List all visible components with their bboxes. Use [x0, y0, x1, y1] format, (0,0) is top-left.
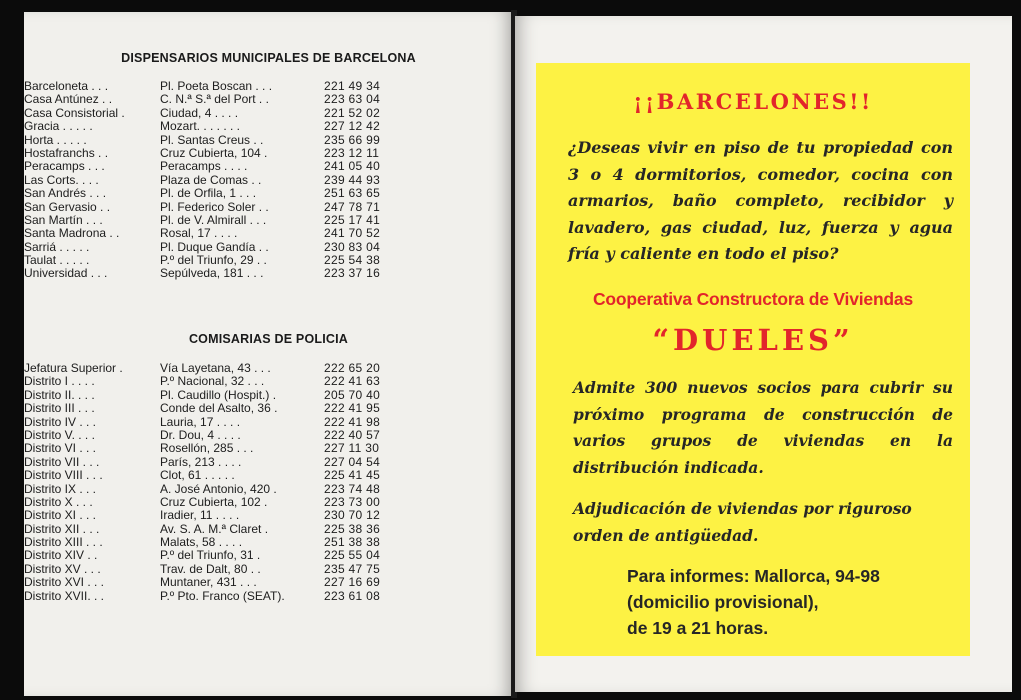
ad-info-line: (domicilio provisional),: [627, 592, 819, 612]
entry-name: San Andrés . . .: [24, 186, 107, 201]
entry-name: Universidad . . .: [24, 266, 108, 281]
left-page: [24, 12, 513, 696]
entry-name: Distrito XVII. . .: [24, 588, 105, 603]
table-row: [24, 160, 513, 173]
entry-address: Av. S. A. M.ª Claret .: [160, 521, 269, 536]
table-row: [24, 147, 513, 160]
entry-address: Cruz Cubierta, 102 .: [160, 494, 268, 509]
entry-name: Distrito XI . . .: [24, 508, 97, 523]
entry-phone: 235 66 99: [324, 132, 381, 147]
table-row: [24, 227, 513, 240]
entry-name: Distrito XII . . .: [24, 521, 100, 536]
entry-name: Distrito II. . . .: [24, 387, 95, 402]
table-row: [24, 241, 513, 254]
ad-adjudicacion-text: Adjudicación de viviendas por riguroso orden de antigüedad.: [573, 499, 912, 545]
entry-address: Cruz Cubierta, 104 .: [160, 145, 268, 160]
entry-address: Trav. de Dalt, 80 . .: [160, 561, 261, 576]
table-row: [24, 107, 513, 120]
entry-address: Mozart. . . . . . .: [160, 119, 241, 134]
entry-name: Distrito XVI . . .: [24, 575, 105, 590]
entry-name: Distrito XIII . . .: [24, 535, 103, 550]
entry-name: Gracia . . . . .: [24, 119, 93, 134]
entry-name: Santa Madrona . .: [24, 226, 120, 241]
entry-name: Horta . . . . .: [24, 132, 87, 147]
entry-name: San Martín . . .: [24, 212, 103, 227]
entry-name: Distrito VI . . .: [24, 441, 97, 456]
entry-phone: 223 12 11: [324, 145, 380, 160]
table-row: [24, 402, 513, 415]
entry-phone: 222 41 95: [324, 401, 381, 416]
table-row: [24, 214, 513, 227]
entry-address: C. N.ª S.ª del Port . .: [160, 92, 269, 107]
table-row: [24, 93, 513, 106]
entry-address: Clot, 61 . . . . .: [160, 468, 235, 483]
entry-phone: 225 38 36: [324, 521, 381, 536]
table-row: [24, 523, 513, 536]
entry-phone: 251 63 65: [324, 186, 381, 201]
entry-phone: 222 40 57: [324, 427, 381, 442]
entry-address: Pl. de V. Almirall . . .: [160, 212, 267, 227]
entry-phone: 230 70 12: [324, 508, 381, 523]
entry-phone: 225 17 41: [324, 212, 381, 227]
table-row: [24, 549, 513, 562]
table-row: [24, 120, 513, 133]
entry-phone: 223 73 00: [324, 494, 381, 509]
entry-name: Distrito IV . . .: [24, 414, 97, 429]
entry-phone: 247 78 71: [324, 199, 381, 214]
entry-phone: 222 65 20: [324, 361, 381, 375]
entry-address: Pl. Santas Creus . .: [160, 132, 264, 147]
dispensarios-title: DISPENSARIOS MUNICIPALES DE BARCELONA: [121, 51, 416, 65]
comisarias-title: COMISARIAS DE POLICIA: [188, 332, 349, 346]
table-row: [24, 429, 513, 442]
entry-name: Distrito XV . . .: [24, 561, 101, 576]
table-row: [24, 509, 513, 522]
entry-address: París, 213 . . . .: [160, 454, 242, 469]
entry-name: Distrito III . . .: [24, 401, 95, 416]
entry-address: P.º Nacional, 32 . . .: [160, 374, 265, 389]
entry-address: Rosellón, 285 . . .: [160, 441, 254, 456]
ad-cooperative-name: “DUELES”: [652, 323, 854, 357]
entry-phone: 223 37 16: [324, 266, 381, 281]
table-row: [24, 375, 513, 388]
dispensarios-list: [24, 80, 513, 281]
entry-name: Distrito IX . . .: [24, 481, 97, 496]
entry-address: Vía Layetana, 43 . . .: [160, 361, 271, 375]
entry-name: Las Corts. . . .: [24, 172, 99, 187]
entry-address: Plaza de Comas . .: [160, 172, 262, 187]
table-row: [24, 469, 513, 482]
entry-address: A. José Antonio, 420 .: [160, 481, 277, 496]
entry-phone: 235 47 75: [324, 561, 381, 576]
entry-address: Rosal, 17 . . . .: [160, 226, 238, 241]
entry-name: Jefatura Superior .: [24, 361, 123, 375]
ad-question: ¿Deseas vivir en piso de tu propiedad con 3 o 4 dormitorios, comedor, cocina con armarios, baño completo, recibidor y lavadero, gas ciudad, luz, fuerza y agua fría y caliente en todo el piso?: [568, 138, 953, 263]
entry-name: Distrito VII . . .: [24, 454, 100, 469]
table-row: [24, 187, 513, 200]
entry-phone: 251 38 38: [324, 535, 381, 550]
entry-phone: 223 74 48: [324, 481, 381, 496]
entry-address: Pl. Federico Soler . .: [160, 199, 269, 214]
entry-address: Pl. de Orfila, 1 . . .: [160, 186, 257, 201]
entry-name: Distrito VIII . . .: [24, 468, 103, 483]
ad-admite-text: Admite 300 nuevos socios para cubrir su próximo programa de construcción de varios grupos de viviendas en la distribución indicada.: [573, 378, 953, 477]
entry-name: San Gervasio . .: [24, 199, 111, 214]
entry-phone: 227 11 30: [324, 441, 380, 456]
entry-phone: 205 70 40: [324, 387, 381, 402]
entry-phone: 225 54 38: [324, 253, 381, 268]
entry-phone: 241 70 52: [324, 226, 381, 241]
entry-address: Pl. Poeta Boscan . . .: [160, 79, 273, 93]
table-row: [24, 536, 513, 549]
entry-name: Distrito V. . . .: [24, 427, 95, 442]
table-row: [24, 80, 513, 93]
table-row: [24, 201, 513, 214]
table-row: [24, 174, 513, 187]
table-row: [24, 496, 513, 509]
entry-address: Lauria, 17 . . . .: [160, 414, 241, 429]
entry-address: Sepúlveda, 181 . . .: [160, 266, 264, 281]
entry-address: P.º Pto. Franco (SEAT).: [160, 588, 285, 603]
table-row: [24, 563, 513, 576]
entry-name: Distrito XIV . .: [24, 548, 98, 563]
table-row: [24, 134, 513, 147]
table-row: [24, 456, 513, 469]
entry-address: Iradier, 11 . . . .: [160, 508, 240, 523]
table-row: [24, 389, 513, 402]
table-row: [24, 267, 513, 280]
entry-phone: 227 04 54: [324, 454, 381, 469]
entry-address: Pl. Caudillo (Hospit.) .: [160, 387, 277, 402]
table-row: [24, 483, 513, 496]
entry-address: Pl. Duque Gandía . .: [160, 239, 269, 254]
entry-address: Muntaner, 431 . . .: [160, 575, 257, 590]
entry-address: Dr. Dou, 4 . . . .: [160, 427, 241, 442]
table-row: [24, 590, 513, 603]
entry-name: Distrito I . . . .: [24, 374, 95, 389]
entry-phone: 221 49 34: [324, 79, 381, 93]
entry-address: P.º del Triunfo, 29 . .: [160, 253, 267, 268]
entry-address: Peracamps . . . .: [160, 159, 248, 174]
entry-address: P.º del Triunfo, 31 .: [160, 548, 261, 563]
table-row: [24, 362, 513, 375]
entry-address: Conde del Asalto, 36 .: [160, 401, 278, 416]
entry-address: Malats, 58 . . . .: [160, 535, 243, 550]
entry-name: Peracamps . . .: [24, 159, 105, 174]
entry-phone: 221 52 02: [324, 105, 381, 120]
entry-name: Hostafranchs . .: [24, 145, 109, 160]
table-row: [24, 254, 513, 267]
entry-phone: 241 05 40: [324, 159, 381, 174]
ad-cooperative: Cooperativa Constructora de Viviendas: [592, 289, 913, 309]
entry-name: Sarriá . . . . .: [24, 239, 90, 254]
advertisement-panel: [536, 63, 970, 656]
entry-phone: 223 61 08: [324, 588, 381, 603]
entry-phone: 225 55 04: [324, 548, 381, 563]
entry-name: Casa Antúnez . .: [24, 92, 113, 107]
entry-name: Casa Consistorial .: [24, 105, 125, 120]
entry-phone: 239 44 93: [324, 172, 381, 187]
entry-phone: 227 16 69: [324, 575, 381, 590]
entry-phone: 230 83 04: [324, 239, 381, 254]
entry-phone: 225 41 45: [324, 468, 381, 483]
table-row: [24, 576, 513, 589]
entry-phone: 222 41 63: [324, 374, 381, 389]
entry-name: Taulat . . . . .: [24, 253, 90, 268]
ad-info-line: Para informes: Mallorca, 94-98: [627, 566, 880, 586]
entry-address: Ciudad, 4 . . . .: [160, 105, 239, 120]
entry-name: Barceloneta . . .: [24, 79, 109, 93]
entry-phone: 222 41 98: [324, 414, 381, 429]
ad-info-line: de 19 a 21 horas.: [627, 618, 769, 638]
comisarias-list: [24, 362, 513, 603]
ad-headline: ¡¡BARCELONES!!: [633, 89, 873, 114]
table-row: [24, 416, 513, 429]
ad-info: [627, 563, 957, 641]
entry-phone: 227 12 42: [324, 119, 381, 134]
table-row: [24, 442, 513, 455]
entry-phone: 223 63 04: [324, 92, 381, 107]
entry-name: Distrito X . . .: [24, 494, 93, 509]
